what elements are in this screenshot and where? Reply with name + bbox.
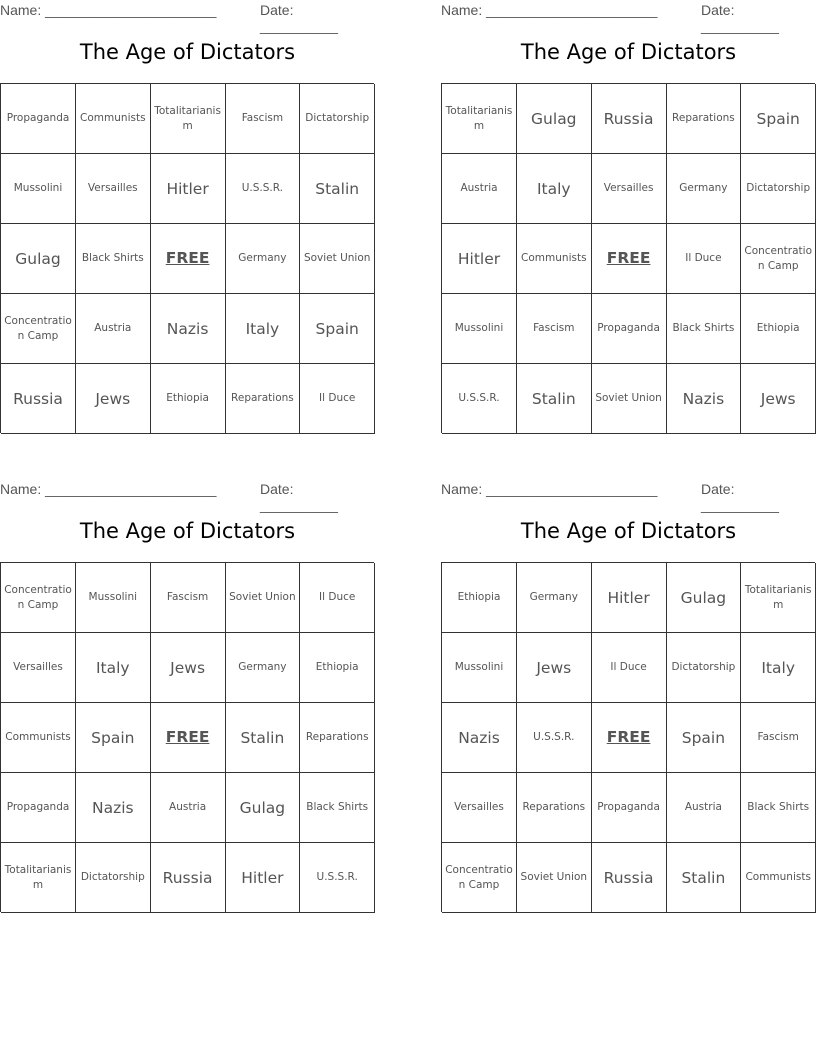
bingo-cell: Dictatorship — [76, 843, 151, 913]
name-field-label: Name: ______________________ — [441, 2, 658, 18]
bingo-cell: Italy — [225, 294, 300, 364]
bingo-cell: Fascism — [517, 294, 592, 364]
bingo-cell: Nazis — [151, 294, 226, 364]
bingo-cell: Austria — [151, 773, 226, 843]
bingo-cell: Mussolini — [76, 563, 151, 633]
date-field-label: Date: __________ — [701, 2, 779, 34]
bingo-cell: Dictatorship — [300, 84, 375, 154]
date-field-label: Date: __________ — [260, 2, 338, 34]
bingo-cell: Communists — [517, 224, 592, 294]
bingo-cell: Communists — [76, 84, 151, 154]
bingo-cell: Propaganda — [592, 773, 667, 843]
bingo-cell: Black Shirts — [76, 224, 151, 294]
bingo-cell: Spain — [76, 703, 151, 773]
bingo-cell: Reparations — [225, 364, 300, 434]
bingo-cell: Jews — [741, 364, 816, 434]
name-field-label: Name: ______________________ — [0, 481, 217, 497]
card-header — [441, 479, 816, 513]
bingo-cell: Russia — [1, 364, 76, 434]
bingo-cell: Totalitarianism — [1, 843, 76, 913]
bingo-cell: Concentration Camp — [1, 294, 76, 364]
name-field-label: Name: ______________________ — [0, 2, 217, 18]
bingo-cell: Spain — [741, 84, 816, 154]
bingo-cell: Totalitarianism — [741, 563, 816, 633]
bingo-cell: Mussolini — [442, 294, 517, 364]
card-title: The Age of Dictators — [520, 40, 737, 64]
bingo-cell: Ethiopia — [300, 633, 375, 703]
bingo-cell: Gulag — [517, 84, 592, 154]
bingo-cell: Soviet Union — [592, 364, 667, 434]
bingo-cell: Gulag — [225, 773, 300, 843]
card-header — [0, 0, 375, 34]
bingo-cell: Italy — [517, 154, 592, 224]
bingo-cell: Nazis — [442, 703, 517, 773]
free-space-cell: FREE — [151, 703, 226, 773]
bingo-cell: Versailles — [592, 154, 667, 224]
bingo-cell: Versailles — [442, 773, 517, 843]
bingo-cell: Austria — [76, 294, 151, 364]
bingo-cell: Germany — [225, 224, 300, 294]
bingo-cell: U.S.S.R. — [300, 843, 375, 913]
bingo-cell: Spain — [300, 294, 375, 364]
bingo-cell: Hitler — [442, 224, 517, 294]
bingo-cell: Hitler — [151, 154, 226, 224]
bingo-cell: U.S.S.R. — [225, 154, 300, 224]
bingo-cell: Ethiopia — [442, 563, 517, 633]
bingo-cell: Italy — [76, 633, 151, 703]
bingo-cell: Russia — [151, 843, 226, 913]
bingo-cell: Totalitarianism — [442, 84, 517, 154]
bingo-cell: Il Duce — [592, 633, 667, 703]
bingo-cell: Hitler — [225, 843, 300, 913]
bingo-grid — [0, 83, 374, 433]
bingo-cell: Versailles — [76, 154, 151, 224]
bingo-cell: Gulag — [1, 224, 76, 294]
bingo-cell: Nazis — [666, 364, 741, 434]
bingo-card-1 — [0, 0, 375, 433]
bingo-cell: Fascism — [741, 703, 816, 773]
bingo-cell: Spain — [666, 703, 741, 773]
bingo-cell: U.S.S.R. — [517, 703, 592, 773]
bingo-cell: Stalin — [300, 154, 375, 224]
bingo-cell: Propaganda — [592, 294, 667, 364]
date-field-label: Date: __________ — [260, 481, 338, 513]
bingo-cell: Il Duce — [666, 224, 741, 294]
bingo-cell: Il Duce — [300, 364, 375, 434]
bingo-cell: Totalitarianism — [151, 84, 226, 154]
bingo-cell: Mussolini — [442, 633, 517, 703]
bingo-cell: Reparations — [300, 703, 375, 773]
bingo-grid — [441, 83, 815, 433]
bingo-cell: Gulag — [666, 563, 741, 633]
bingo-cell: Mussolini — [1, 154, 76, 224]
bingo-cell: Austria — [666, 773, 741, 843]
bingo-cell: Germany — [666, 154, 741, 224]
bingo-cell: Stalin — [225, 703, 300, 773]
bingo-cell: Soviet Union — [517, 843, 592, 913]
bingo-cell: Stalin — [517, 364, 592, 434]
bingo-cell: Nazis — [76, 773, 151, 843]
bingo-grid — [441, 562, 815, 912]
bingo-grid — [0, 562, 374, 912]
bingo-cell: Black Shirts — [666, 294, 741, 364]
bingo-cell: Soviet Union — [225, 563, 300, 633]
bingo-cell: Dictatorship — [666, 633, 741, 703]
bingo-card-2 — [441, 0, 816, 433]
name-field-label: Name: ______________________ — [441, 481, 658, 497]
card-title: The Age of Dictators — [520, 519, 737, 543]
bingo-cell: Jews — [517, 633, 592, 703]
bingo-cell: Jews — [151, 633, 226, 703]
bingo-cell: Communists — [1, 703, 76, 773]
bingo-cell: Propaganda — [1, 84, 76, 154]
bingo-card-3 — [0, 479, 375, 912]
bingo-cell: Hitler — [592, 563, 667, 633]
bingo-cell: Il Duce — [300, 563, 375, 633]
free-space-cell: FREE — [592, 224, 667, 294]
bingo-cell: Concentration Camp — [741, 224, 816, 294]
bingo-cell: U.S.S.R. — [442, 364, 517, 434]
card-header — [441, 0, 816, 34]
bingo-cell: Stalin — [666, 843, 741, 913]
bingo-cell: Concentration Camp — [442, 843, 517, 913]
bingo-cell: Versailles — [1, 633, 76, 703]
bingo-cell: Jews — [76, 364, 151, 434]
bingo-cell: Reparations — [666, 84, 741, 154]
bingo-cell: Fascism — [151, 563, 226, 633]
bingo-cell: Black Shirts — [741, 773, 816, 843]
bingo-cell: Russia — [592, 843, 667, 913]
date-field-label: Date: __________ — [701, 481, 779, 513]
bingo-cell: Ethiopia — [151, 364, 226, 434]
bingo-cell: Germany — [517, 563, 592, 633]
bingo-cell: Germany — [225, 633, 300, 703]
free-space-cell: FREE — [151, 224, 226, 294]
bingo-cell: Ethiopia — [741, 294, 816, 364]
bingo-cell: Black Shirts — [300, 773, 375, 843]
card-title: The Age of Dictators — [79, 519, 296, 543]
free-space-cell: FREE — [592, 703, 667, 773]
card-title: The Age of Dictators — [79, 40, 296, 64]
bingo-cell: Concentration Camp — [1, 563, 76, 633]
bingo-cell: Austria — [442, 154, 517, 224]
card-header — [0, 479, 375, 513]
bingo-cell: Propaganda — [1, 773, 76, 843]
bingo-cell: Russia — [592, 84, 667, 154]
bingo-cell: Dictatorship — [741, 154, 816, 224]
bingo-cell: Fascism — [225, 84, 300, 154]
bingo-cell: Reparations — [517, 773, 592, 843]
bingo-cell: Soviet Union — [300, 224, 375, 294]
bingo-cell: Communists — [741, 843, 816, 913]
bingo-cell: Italy — [741, 633, 816, 703]
bingo-card-4 — [441, 479, 816, 912]
